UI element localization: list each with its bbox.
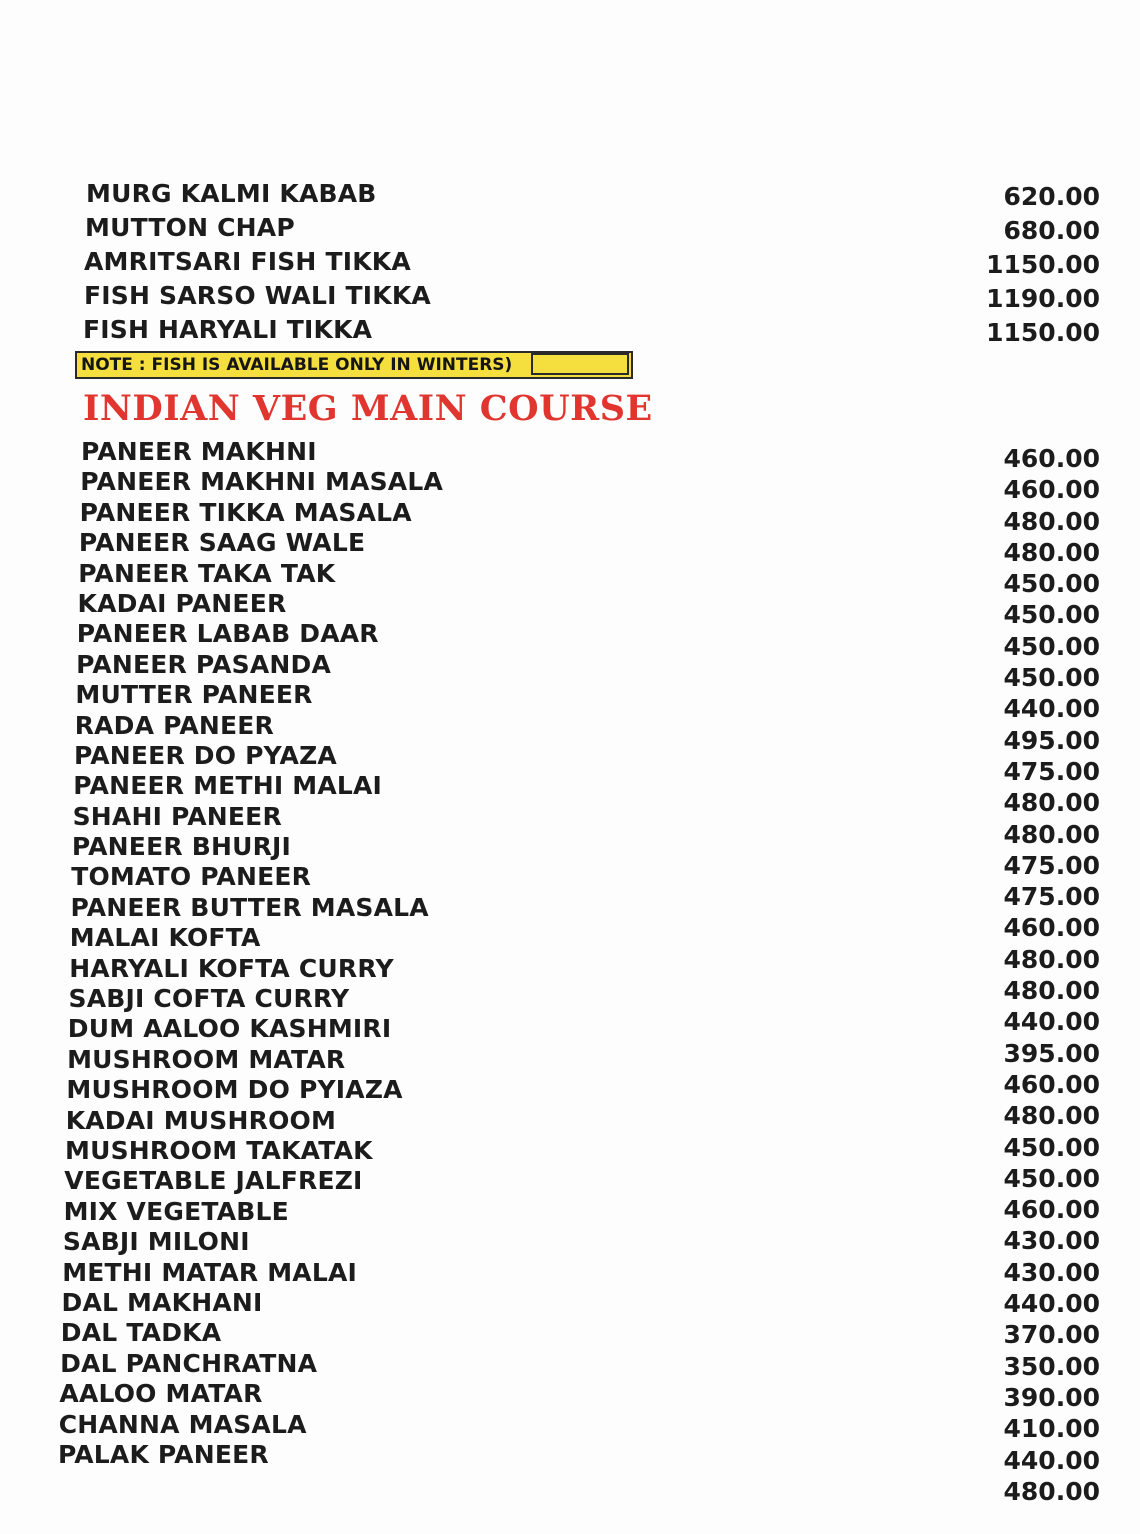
menu-item-name: PANEER PASANDA bbox=[76, 649, 332, 679]
menu-item-name: CHANNA MASALA bbox=[58, 1409, 307, 1439]
menu-item-name: DAL PANCHRATNA bbox=[60, 1348, 318, 1378]
menu-item-name: AALOO MATAR bbox=[59, 1379, 263, 1409]
menu-item-price: 1190.00 bbox=[986, 284, 1100, 313]
veg-item-names bbox=[0, 437, 700, 1470]
menu-item-price: 450.00 bbox=[1003, 600, 1100, 630]
menu-item-name: PANEER METHI MALAI bbox=[73, 771, 383, 801]
menu-item-price: 410.00 bbox=[1003, 1414, 1100, 1444]
menu-item-price: 480.00 bbox=[1003, 1101, 1100, 1131]
menu-item-price: 440.00 bbox=[1003, 1007, 1100, 1037]
menu-item-name: DUM AALOO KASHMIRI bbox=[67, 1014, 392, 1044]
menu-item-price: 370.00 bbox=[1003, 1320, 1100, 1350]
menu-item-price: 460.00 bbox=[1003, 1195, 1100, 1225]
menu-item-name: SHAHI PANEER bbox=[72, 801, 282, 831]
nonveg-item-names bbox=[0, 177, 700, 347]
menu-item-name: HARYALI KOFTA CURRY bbox=[69, 953, 394, 983]
menu-item-name: FISH SARSO WALI TIKKA bbox=[84, 281, 431, 310]
menu-item-price: 450.00 bbox=[1003, 1132, 1100, 1162]
menu-item-price: 440.00 bbox=[1003, 694, 1100, 724]
menu-item-name: PANEER SAAG WALE bbox=[78, 528, 366, 558]
menu-item-price: 475.00 bbox=[1003, 882, 1100, 912]
menu-item-price: 390.00 bbox=[1003, 1382, 1100, 1412]
menu-item-price: 480.00 bbox=[1003, 1476, 1100, 1506]
menu-item-name: PANEER TAKA TAK bbox=[78, 558, 336, 588]
menu-item-name: VEGETABLE JALFREZI bbox=[64, 1166, 363, 1196]
menu-item-name: RADA PANEER bbox=[74, 710, 274, 740]
menu-item-name: MUTTER PANEER bbox=[75, 680, 313, 710]
menu-item-name: PANEER MAKHNI bbox=[81, 437, 317, 466]
fish-availability-note: NOTE : FISH IS AVAILABLE ONLY IN WINTERS) bbox=[75, 351, 633, 379]
menu-item-name: SABJI COFTA CURRY bbox=[68, 984, 350, 1014]
menu-item-name: METHI MATAR MALAI bbox=[62, 1257, 358, 1287]
section-heading: INDIAN VEG MAIN COURSE bbox=[83, 388, 653, 429]
menu-item-name: FISH HARYALI TIKKA bbox=[83, 315, 373, 344]
menu-item-price: 460.00 bbox=[1003, 444, 1100, 473]
menu-item-price: 680.00 bbox=[1003, 216, 1100, 245]
menu-item-price: 480.00 bbox=[1003, 506, 1100, 536]
menu-item-name: MALAI KOFTA bbox=[69, 923, 261, 953]
menu-item-name: AMRITSARI FISH TIKKA bbox=[84, 247, 411, 276]
menu-item-name: MURG KALMI KABAB bbox=[86, 179, 377, 208]
veg-item-prices bbox=[900, 443, 1100, 1507]
menu-item-price: 430.00 bbox=[1003, 1257, 1100, 1287]
menu-item-name: MUSHROOM TAKATAK bbox=[65, 1135, 373, 1165]
menu-item-price: 480.00 bbox=[1003, 944, 1100, 974]
menu-item-price: 460.00 bbox=[1003, 475, 1100, 505]
menu-item-price: 620.00 bbox=[1003, 182, 1100, 211]
menu-item-name: MUSHROOM MATAR bbox=[67, 1044, 346, 1074]
menu-item-price: 480.00 bbox=[1003, 976, 1100, 1006]
nonveg-item-prices bbox=[900, 180, 1100, 350]
menu-item-name: KADAI MUSHROOM bbox=[65, 1105, 337, 1135]
menu-item-name: PANEER BUTTER MASALA bbox=[70, 892, 429, 922]
menu-item-price: 450.00 bbox=[1003, 1163, 1100, 1193]
menu-item-price: 460.00 bbox=[1003, 1069, 1100, 1099]
menu-item-name: PANEER BHURJI bbox=[71, 832, 292, 862]
note-box-outline bbox=[531, 353, 629, 375]
menu-item-price: 440.00 bbox=[1003, 1289, 1100, 1319]
menu-item-price: 450.00 bbox=[1003, 569, 1100, 599]
menu-item-price: 480.00 bbox=[1003, 537, 1100, 567]
menu-item-name: DAL TADKA bbox=[60, 1318, 222, 1348]
menu-item-name: SABJI MILONI bbox=[62, 1227, 250, 1257]
menu-item-name: PANEER LABAB DAAR bbox=[76, 619, 379, 649]
menu-item-name: MUSHROOM DO PYIAZA bbox=[66, 1075, 403, 1105]
menu-item-price: 430.00 bbox=[1003, 1226, 1100, 1256]
menu-item-price: 350.00 bbox=[1003, 1351, 1100, 1381]
menu-item-name: MUTTON CHAP bbox=[85, 213, 295, 242]
menu-item-price: 450.00 bbox=[1003, 631, 1100, 661]
menu-item-price: 1150.00 bbox=[986, 250, 1100, 279]
menu-item-price: 450.00 bbox=[1003, 663, 1100, 693]
menu-item-name: PANEER MAKHNI MASALA bbox=[80, 467, 444, 497]
menu-item-price: 495.00 bbox=[1003, 725, 1100, 755]
menu-item-price: 460.00 bbox=[1003, 913, 1100, 943]
menu-item-name: PANEER TIKKA MASALA bbox=[79, 497, 412, 527]
menu-item-name: TOMATO PANEER bbox=[71, 862, 312, 892]
menu-item-price: 395.00 bbox=[1003, 1038, 1100, 1068]
menu-item-price: 1150.00 bbox=[986, 318, 1100, 347]
menu-item-name: DAL MAKHANI bbox=[61, 1287, 263, 1317]
menu-item-price: 475.00 bbox=[1003, 850, 1100, 880]
menu-item-price: 475.00 bbox=[1003, 756, 1100, 786]
menu-item-price: 480.00 bbox=[1003, 819, 1100, 849]
menu-item-price: 480.00 bbox=[1003, 788, 1100, 818]
menu-item-price: 440.00 bbox=[1003, 1445, 1100, 1475]
menu-item-name: KADAI PANEER bbox=[77, 588, 287, 618]
menu-item-name: MIX VEGETABLE bbox=[63, 1196, 289, 1226]
menu-item-name: PANEER DO PYAZA bbox=[74, 740, 337, 770]
menu-item-name: PALAK PANEER bbox=[58, 1439, 269, 1469]
